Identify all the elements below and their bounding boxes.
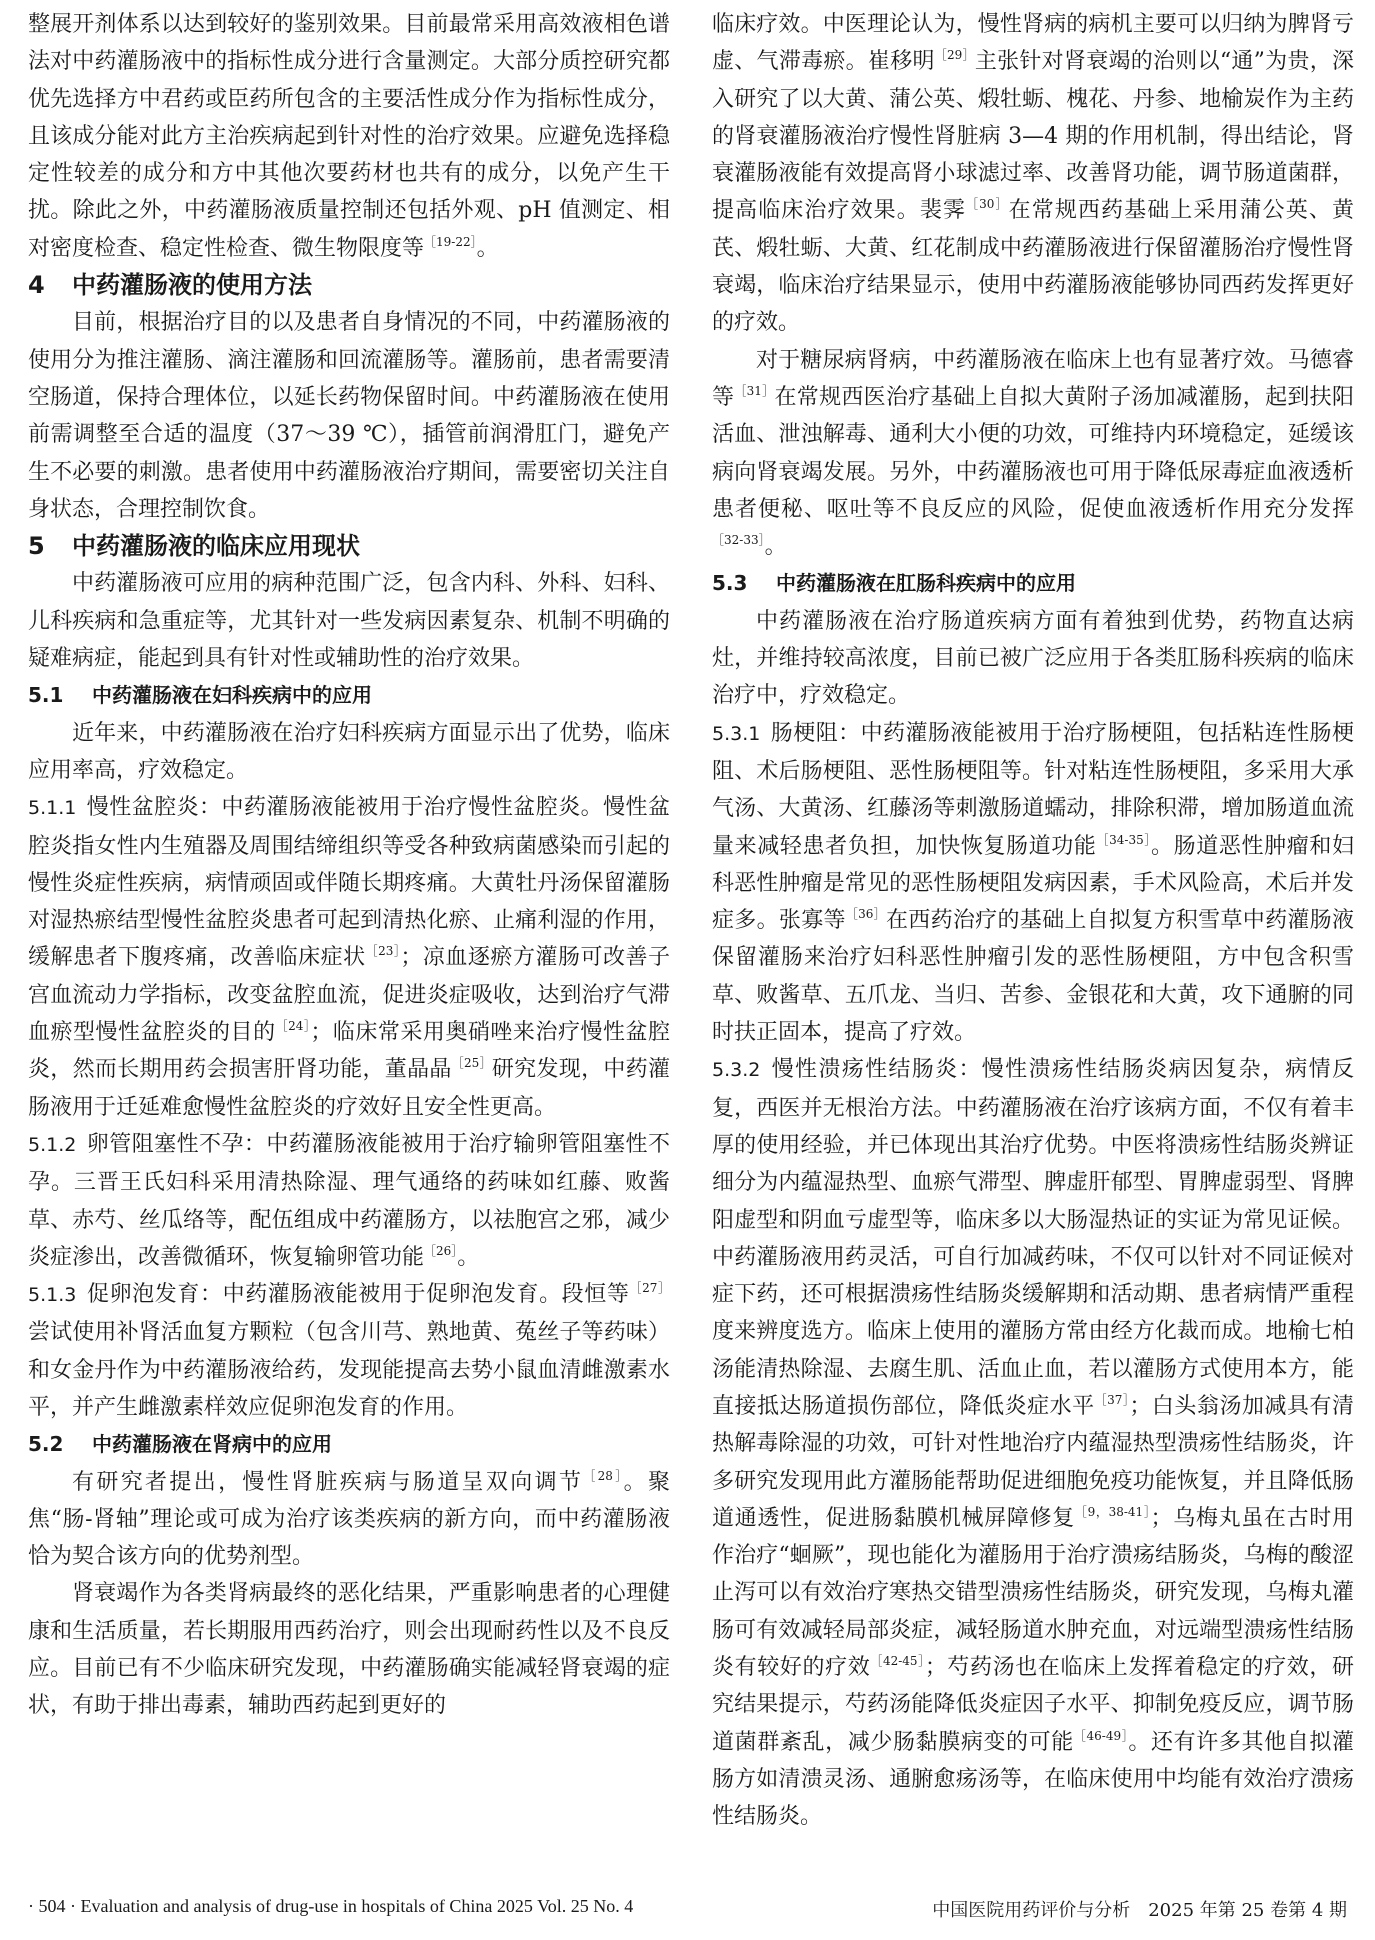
left-column xyxy=(28,6,670,1725)
citation: ［19-22］ xyxy=(424,234,477,249)
section-4-heading: 4 中药灌肠液的使用方法 xyxy=(28,271,312,300)
citation: ［34-35］ xyxy=(1096,832,1152,847)
paragraph-clinical-status: 中药灌肠液可应用的病种范围广泛，包含内科、外科、妇科、儿科疾病和急重症等，尤其针对一些发病因素复杂、机制不明确的疑难病症，能起到具有针对性或辅助性的治疗效果。 xyxy=(28,571,670,672)
section-5-2-heading: 5.2 中药灌肠液在肾病中的应用 xyxy=(28,1432,332,1457)
section-5-3-heading: 5.3 中药灌肠液在肛肠科疾病中的应用 xyxy=(712,571,1076,596)
citation: ［26］ xyxy=(424,1243,458,1258)
citation: ［24］ xyxy=(275,1019,311,1034)
citation: ［27］ xyxy=(629,1281,670,1296)
citation: ［31］ xyxy=(734,383,775,398)
paragraph-usage: 目前，根据治疗目的以及患者自身情况的不同，中药灌肠液的使用分为推注灌肠、滴注灌肠和回流灌肠等。灌肠前，患者需要清空肠道，保持合理体位，以延长药物保留时间。中药灌肠液在使用前需调整至合适的温度（37～39 ℃），插管前润滑肛门，避免产生不必要的刺激。患者使用中药灌肠液治疗期间，需要密切关注自身状态，合理控制饮食。 xyxy=(28,310,670,522)
citation: ［23］ xyxy=(365,944,401,959)
citation: ［46-49］ xyxy=(1073,1728,1129,1743)
subsection-5-1-2: 5.1.2 卵管阻塞性不孕：中药灌肠液能被用于治疗输卵管阻塞性不孕。三晋王氏妇科采用清热除湿、理气通络的药味如红藤、败酱草、赤芍、丝瓜络等，配伍组成中药灌肠方，以祛胞宫之邪，减少炎症渗出，改善微循环，恢复输卵管功能$^{[26]}$。 xyxy=(28,1131,670,1270)
citation: ［29］ xyxy=(934,48,975,63)
section-5-1-heading: 5.1 中药灌肠液在妇科疾病中的应用 xyxy=(28,683,372,708)
paragraph-anorectal: 中药灌肠液在治疗肠道疾病方面有着独到优势，药物直达病灶，并维持较高浓度，目前已被广泛应用于各类肛肠科疾病的临床治疗中，疗效稳定。 xyxy=(712,608,1354,709)
citation: ［30］ xyxy=(966,197,1009,212)
subsection-5-1-1: 5.1.1 慢性盆腔炎：中药灌肠液能被用于治疗慢性盆腔炎。慢性盆腔炎指女性内生殖器及周围结缔组织等受各种致病菌感染而引起的慢性炎症性疾病，病情顽固或伴随长期疼痛。大黄牡丹汤保留灌肠对湿热瘀结型慢性盆腔炎患者可起到清热化瘀、止痛利湿的作用，缓解患者下腹疼痛，改善临床症状$^{[23]}$；凉血逐瘀方灌肠可改善子宫血流动力学指标，改变盆腔血流，促进炎症吸收，达到治疗气滞血瘀型慢性盆腔炎的目的$^{[24]}$；临床常采用奥硝唑来治疗慢性盆腔炎，然而长期用药会损害肝肾功能，董晶晶$^{[25]}$研究发现，中药灌肠液用于迁延难愈慢性盆腔炎的疗效好且安全性更高。 xyxy=(28,795,670,1120)
right-column xyxy=(712,6,1354,1836)
paragraph-gynecology: 近年来，中药灌肠液在治疗妇科疾病方面显示出了优势，临床应用率高，疗效稳定。 xyxy=(28,720,670,783)
citation: ［25］ xyxy=(451,1056,492,1071)
section-5-heading: 5 中药灌肠液的临床应用现状 xyxy=(28,532,360,561)
citation: ［42-45］ xyxy=(870,1654,925,1669)
subsection-5-3-1: 5.3.1 肠梗阻：中药灌肠液能被用于治疗肠梗阻，包括粘连性肠梗阻、术后肠梗阻、恶性肠梗阻等。针对粘连性肠梗阻，多采用大承气汤、大黄汤、红藤汤等刺激肠道蠕动，排除积滞，增加肠道血流量来减轻患者负担，加快恢复肠道功能$^{[34-35]}$。肠道恶性肿瘤和妇科恶性肿瘤是常见的恶性肠梗阻发病因素，手术风险高，术后并发症多。张寡等$^{[36]}$在西药治疗的基础上自拟复方积雪草中药灌肠液保留灌肠来治疗妇科恶性肿瘤引发的恶性肠梗阻，方中包含积雪草、败酱草、五爪龙、当归、苦参、金银花和大黄，攻下通腑的同时扶正固本，提高了疗效。 xyxy=(712,720,1354,1046)
paragraph-quality-control: 整展开剂体系以达到较好的鉴别效果。目前最常采用高效液相色谱法对中药灌肠液中的指标性成分进行含量测定。大部分质控研究都优先选择方中君药或臣药所包含的主要活性成分作为指标性成分，且该成分能对此方主治疾病起到针对性的治疗效果。应避免选择稳定性较差的成分和方中其他次要药材也共有的成分，以免产生干扰。除此之外，中药灌肠液质量控制还包括外观、pH 值测定、相对密度检查、稳定性检查、微生物限度等$^{[19-22]}$。 xyxy=(28,12,670,261)
paragraph-gut-kidney: 有研究者提出，慢性肾脏疾病与肠道呈双向调节$^{[28]}$。聚焦“肠-肾轴”理论或可成为治疗该类疾病的新方向，而中药灌肠液恰为契合该方向的优势剂型。 xyxy=(28,1468,670,1570)
citation: ［36］ xyxy=(845,907,886,922)
citation: ［32-33］ xyxy=(712,533,765,548)
footer-journal-english: · 504 · Evaluation and analysis of drug-use in hospitals of China 2025 Vol. 25 No. 4 xyxy=(28,1896,634,1916)
citation: ［28］ xyxy=(583,1468,624,1483)
page-footer xyxy=(28,1896,1347,1926)
citation: ［37］ xyxy=(1094,1392,1130,1407)
paragraph-renal-failure: 肾衰竭作为各类肾病最终的恶化结果，严重影响患者的心理健康和生活质量，若长期服用西药治疗，则会出现耐药性以及不良反应。目前已有不少临床研究发现，中药灌肠确实能减轻肾衰竭的症状，有助于排出毒素，辅助西药起到更好的 xyxy=(28,1581,670,1719)
citation: ［9，38-41］ xyxy=(1074,1504,1151,1519)
paragraph-renal-continued: 临床疗效。中医理论认为，慢性肾病的病机主要可以归纳为脾肾亏虚、气滞毒瘀。崔移明$^{[29]}$主张针对肾衰竭的治则以“通”为贵，深入研究了以大黄、蒲公英、煅牡蛎、槐花、丹参、地榆炭作为主药的肾衰灌肠液治疗慢性肾脏病 3—4 期的作用机制，得出结论，肾衰灌肠液能有效提高肾小球滤过率、改善肾功能，调节肠道菌群，提高临床治疗效果。裴霁$^{[30]}$在常规西药基础上采用蒲公英、黄芪、煅牡蛎、大黄、红花制成中药灌肠液进行保留灌肠治疗慢性肾衰竭，临床治疗结果显示，使用中药灌肠液能够协同西药发挥更好的疗效。 xyxy=(712,12,1354,336)
subsection-5-3-2: 5.3.2 慢性溃疡性结肠炎：慢性溃疡性结肠炎病因复杂，病情反复，西医并无根治方法。中药灌肠液在治疗该病方面，不仅有着丰厚的使用经验，并已体现出其治疗优势。中医将溃疡性结肠炎辨证细分为内蕴湿热型、血瘀气滞型、脾虚肝郁型、胃脾虚弱型、肾脾阳虚型和阴血亏虚型等，临床多以大肠湿热证的实证为常见证候。中药灌肠液用药灵活，可自行加减药味，不仅可以针对不同证候对症下药，还可根据溃疡性结肠炎缓解期和活动期、患者病情严重程度来辨度选方。临床上使用的灌肠方常由经方化裁而成。地榆七柏汤能清热除湿、去腐生肌、活血止血，若以灌肠方式使用本方，能直接抵达肠道损伤部位，降低炎症水平$^{[37]}$；白头翁汤加减具有清热解毒除湿的功效，可针对性地治疗内蕴湿热型溃疡性结肠炎，许多研究发现用此方灌肠能帮助促进细胞免疫功能恢复，并且降低肠道通透性，促进肠黏膜机械屏障修复$^{[9,38-41]}$；乌梅丸虽在古时用作治疗“蛔厥”，现也能化为灌肠用于治疗溃疡结肠炎，乌梅的酸涩止泻可以有效治疗寒热交错型溃疡性结肠炎，研究发现，乌梅丸灌肠可有效减轻局部炎症，减轻肠道水肿充血，对远端型溃疡性结肠炎有较好的疗效$^{[42-45]}$；芍药汤也在临床上发挥着稳定的疗效，研究结果提示，芍药汤能降低炎症因子水平、抑制免疫反应，调节肠道菌群紊乱，减少肠黏膜病变的可能$^{[46-49]}$。还有许多其他自拟灌肠方如清溃灵汤、通腑愈疡汤等，在临床使用中均能有效治疗溃疡性结肠炎。 xyxy=(712,1057,1354,1830)
paragraph-diabetic-nephropathy: 对于糖尿病肾病，中药灌肠液在临床上也有显著疗效。马德睿等$^{[31]}$在常规西医治疗基础上自拟大黄附子汤加减灌肠，起到扶阳活血、泄浊解毒、通利大小便的功效，可维持内环境稳定，延缓该病向肾衰竭发展。另外，中药灌肠液也可用于降低尿毒症血液透析患者便秘、呕吐等不良反应的风险，促使血液透析作用充分发挥$^{[32-33]}$。 xyxy=(712,347,1354,560)
footer-journal-chinese: 中国医院用药评价与分析 2025 年第 25 卷第 4 期 xyxy=(932,1900,1347,1921)
subsection-5-1-3: 5.1.3 促卵泡发育：中药灌肠液能被用于促卵泡发育。段恒等$^{[27]}$尝试使用补肾活血复方颗粒（包含川芎、熟地黄、菟丝子等药味）和女金丹作为中药灌肠液给药，发现能提高去势小鼠血清雌激素水平，并产生雌激素样效应促卵泡发育的作用。 xyxy=(28,1281,670,1420)
